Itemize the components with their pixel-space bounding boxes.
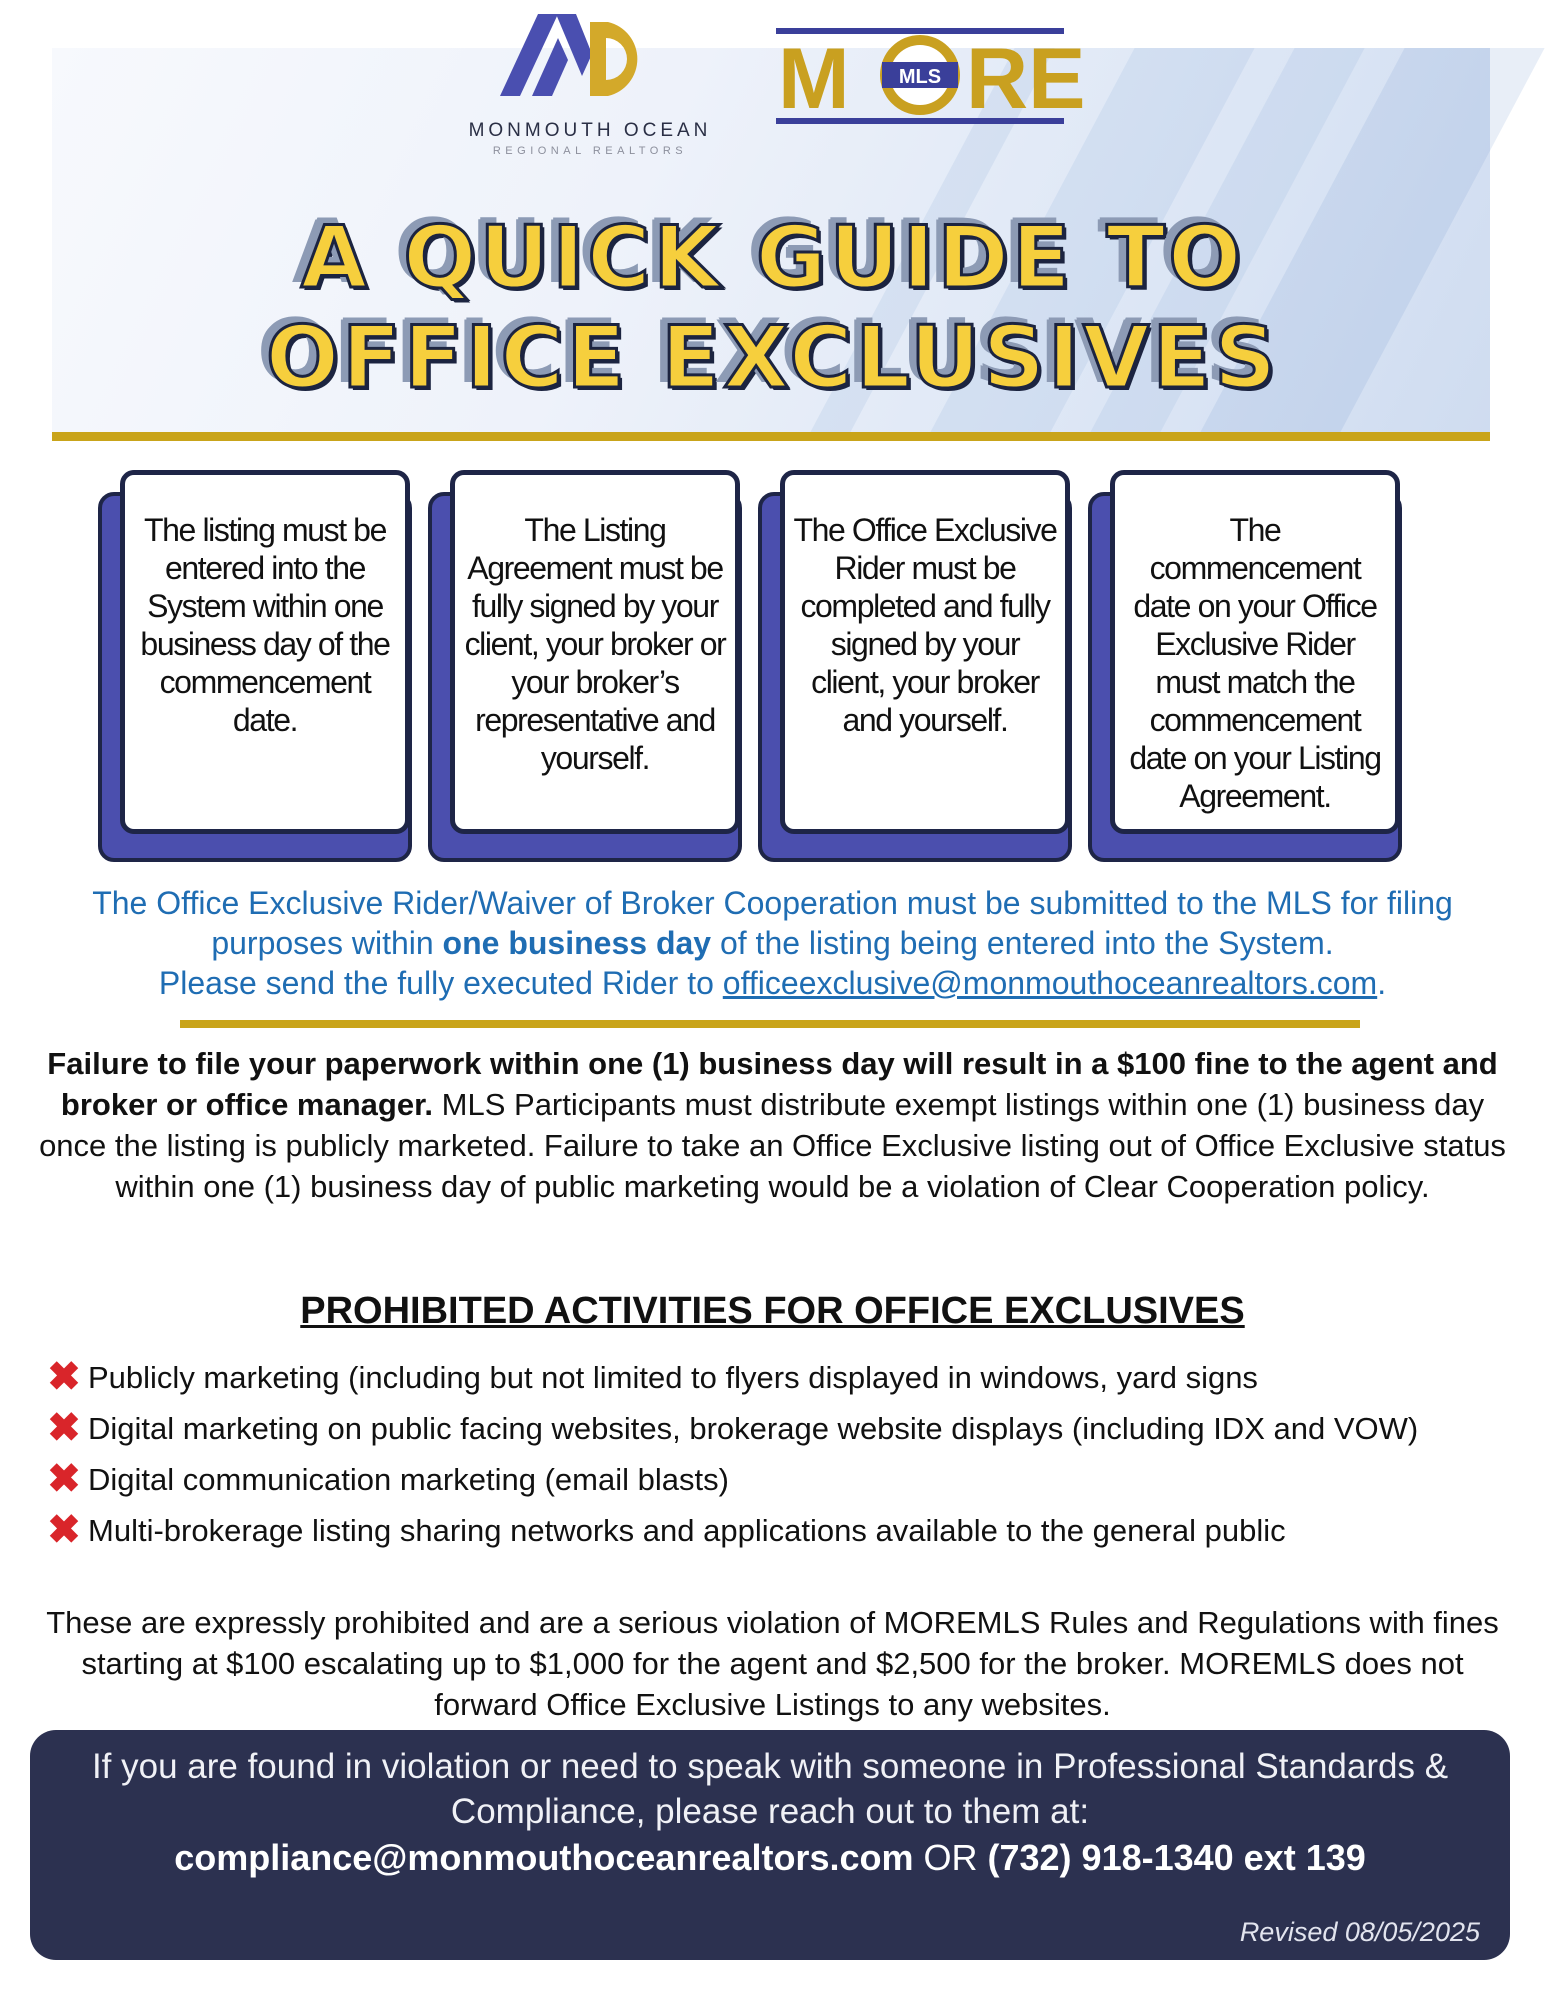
- emphasis: one business day: [442, 925, 712, 961]
- card-text: The Listing Agreement must be fully signed by your client, your broker or your broker’s representative and yourself.: [450, 470, 740, 834]
- card-text: The listing must be entered into the System within one business day of the commencement date.: [120, 470, 410, 834]
- gold-divider: [52, 432, 1490, 441]
- rider-email-link[interactable]: officeexclusive@monmouthoceanrealtors.com: [722, 965, 1378, 1001]
- svg-text:RE: RE: [966, 31, 1086, 127]
- contact-line: compliance@monmouthoceanrealtors.com OR (732) 918-1340 ext 139: [174, 1837, 1366, 1878]
- compliance-email-link[interactable]: compliance@monmouthoceanrealtors.com: [174, 1837, 914, 1878]
- title-line-1: A QUICK GUIDE TO: [300, 208, 1245, 308]
- mo-logo-mark: [440, 8, 740, 158]
- card-text: The Office Exclusive Rider must be completed and fully signed by your client, your broker and yourself.: [780, 470, 1070, 834]
- list-item: ✖ Digital marketing on public facing websites, brokerage website displays (including IDX and VOW): [42, 1403, 1512, 1454]
- more-logo-mark: [770, 22, 1086, 132]
- svg-text:MONMOUTH OCEAN: MONMOUTH OCEAN: [468, 120, 712, 141]
- cross-mark-icon: ✖: [47, 1508, 81, 1552]
- more-mls-logo: [770, 22, 1086, 132]
- list-item: ✖ Digital communication marketing (email blasts): [42, 1454, 1512, 1505]
- gold-divider: [180, 1020, 1360, 1028]
- cross-mark-icon: ✖: [47, 1457, 81, 1501]
- fine-warning: Failure to file your paperwork within one (1) business day will result in a $100 fine to the agent and broker or office manager.: [47, 1046, 1498, 1122]
- contact-footer: [30, 1730, 1510, 1960]
- svg-text:M: M: [778, 31, 850, 127]
- cross-mark-icon: ✖: [47, 1355, 81, 1399]
- requirement-card-1: [98, 470, 416, 860]
- card-text: The commencement date on your Office Exclusive Rider must match the commencement date on your Listing Agreement.: [1110, 470, 1400, 834]
- list-item: ✖ Publicly marketing (including but not limited to flyers displayed in windows, yard signs: [42, 1352, 1512, 1403]
- title-line-2: OFFICE EXCLUSIVES: [265, 308, 1280, 408]
- cross-mark-icon: ✖: [47, 1406, 81, 1450]
- compliance-phone[interactable]: (732) 918-1340 ext 139: [987, 1837, 1366, 1878]
- prohibited-list: [42, 1352, 1512, 1556]
- revised-date: Revised 08/05/2025: [1239, 1917, 1480, 1947]
- prohibited-heading: PROHIBITED ACTIVITIES FOR OFFICE EXCLUSIVES: [300, 1290, 1245, 1332]
- requirement-card-3: [758, 470, 1076, 860]
- monmouth-ocean-logo: [440, 8, 740, 158]
- violation-warning: These are expressly prohibited and are a serious violation of MOREMLS Rules and Regulations with fines starting at $100 escalating up to $1,000 for the agent and $2,500 for the broker. MOREMLS does not forward Office Exclusive Listings to any websites.: [46, 1605, 1499, 1722]
- list-item: ✖ Multi-brokerage listing sharing networks and applications available to the general public: [42, 1505, 1512, 1556]
- requirement-card-2: [428, 470, 746, 860]
- fine-paragraph: Failure to file your paperwork within one (1) business day will result in a $100 fine to the agent and broker or office manager. MLS Participants must distribute exempt listings within one (1) business day once the listing is publicly marketed. Failure to take an Office Exclusive listing out of Office Exclusive status within one (1) business day of public marketing would be a violation of Clear Cooperation policy.: [39, 1046, 1506, 1204]
- filing-notice: The Office Exclusive Rider/Waiver of Broker Cooperation must be submitted to the MLS for filing purposes within one business day of the listing being entered into the System. Please send the fully executed Rider to officeexclusive@monmouthoceanrealtors.com.: [92, 885, 1453, 1001]
- svg-text:MLS: MLS: [898, 66, 942, 88]
- page-title: [0, 208, 1545, 408]
- contact-intro: If you are found in violation or need to speak with someone in Professional Standards & Compliance, please reach out to them at:: [91, 1747, 1449, 1831]
- requirement-card-4: [1088, 470, 1406, 860]
- svg-text:REGIONAL REALTORS: REGIONAL REALTORS: [492, 145, 688, 157]
